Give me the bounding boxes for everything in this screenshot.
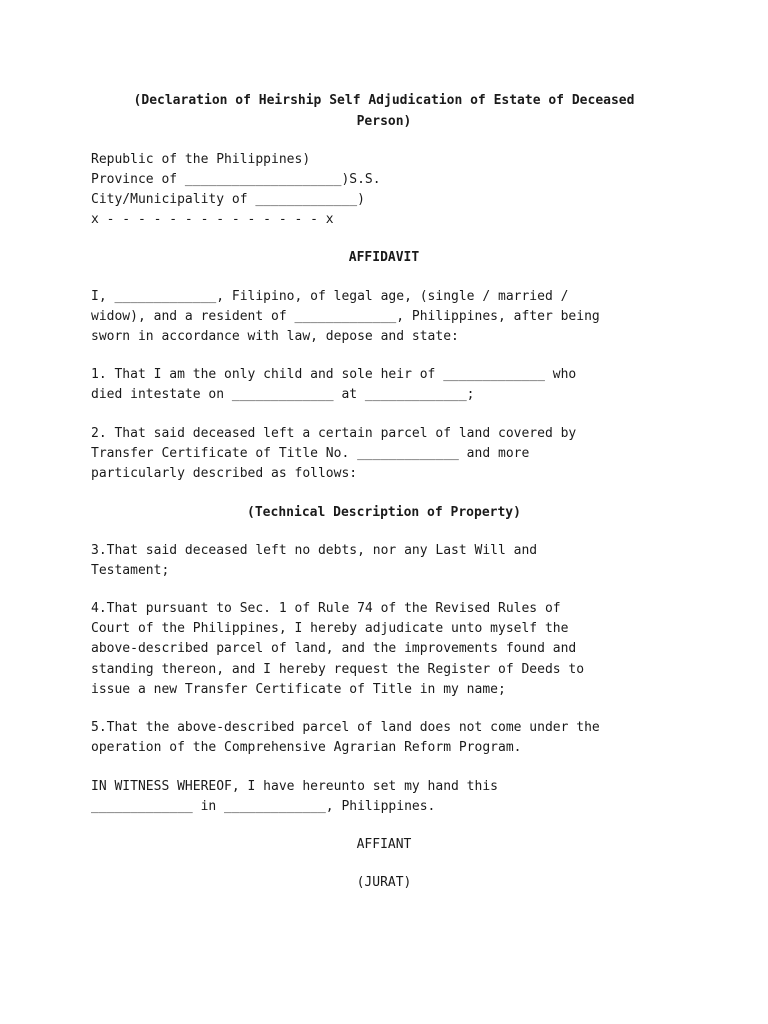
item-4-line-5: issue a new Transfer Certificate of Title in my name; (91, 682, 506, 697)
witness-line-1: IN WITNESS WHEREOF, I have hereunto set my hand this (91, 779, 498, 794)
affidavit-heading: AFFIDAVIT (348, 250, 420, 265)
affiant-label: AFFIANT (356, 837, 412, 852)
venue-province: Province of ____________________)S.S. (91, 172, 381, 187)
technical-description-heading: (Technical Description of Property) (247, 505, 521, 520)
item-1-line-1: 1. That I am the only child and sole heir of _____________ who (91, 367, 577, 382)
item-2-line-3: particularly described as follows: (91, 466, 358, 481)
item-4-line-4: standing thereon, and I hereby request the Register of Deeds to (91, 662, 585, 677)
document-title-line-2: Person) (356, 114, 412, 129)
intro-line-1: I, _____________, Filipino, of legal age, (single / married / (91, 289, 569, 304)
item-3-line-1: 3.That said deceased left no debts, nor any Last Will and (91, 543, 538, 558)
item-4-line-1: 4.That pursuant to Sec. 1 of Rule 74 of the Revised Rules of (91, 601, 561, 616)
item-3-line-2: Testament; (91, 563, 170, 578)
intro-line-2: widow), and a resident of _____________, Philippines, after being (91, 309, 600, 324)
jurat-label: (JURAT) (356, 875, 412, 890)
item-5-line-1: 5.That the above-described parcel of land does not come under the (91, 720, 600, 735)
venue-republic: Republic of the Philippines) (91, 152, 311, 167)
item-4-line-3: above-described parcel of land, and the improvements found and (91, 641, 577, 656)
witness-line-2: _____________ in _____________, Philippines. (91, 799, 436, 814)
venue-separator: x - - - - - - - - - - - - - - x (91, 212, 334, 227)
intro-line-3: sworn in accordance with law, depose and state: (91, 329, 459, 344)
document-title-line-1: (Declaration of Heirship Self Adjudication of Estate of Deceased (133, 93, 635, 108)
item-4-line-2: Court of the Philippines, I hereby adjudicate unto myself the (91, 621, 569, 636)
item-2-line-1: 2. That said deceased left a certain parcel of land covered by (91, 426, 577, 441)
item-1-line-2: died intestate on _____________ at _____________; (91, 387, 475, 402)
item-5-line-2: operation of the Comprehensive Agrarian Reform Program. (91, 740, 522, 755)
item-2-line-2: Transfer Certificate of Title No. _____________ and more (91, 446, 530, 461)
venue-city: City/Municipality of _____________) (91, 192, 365, 207)
